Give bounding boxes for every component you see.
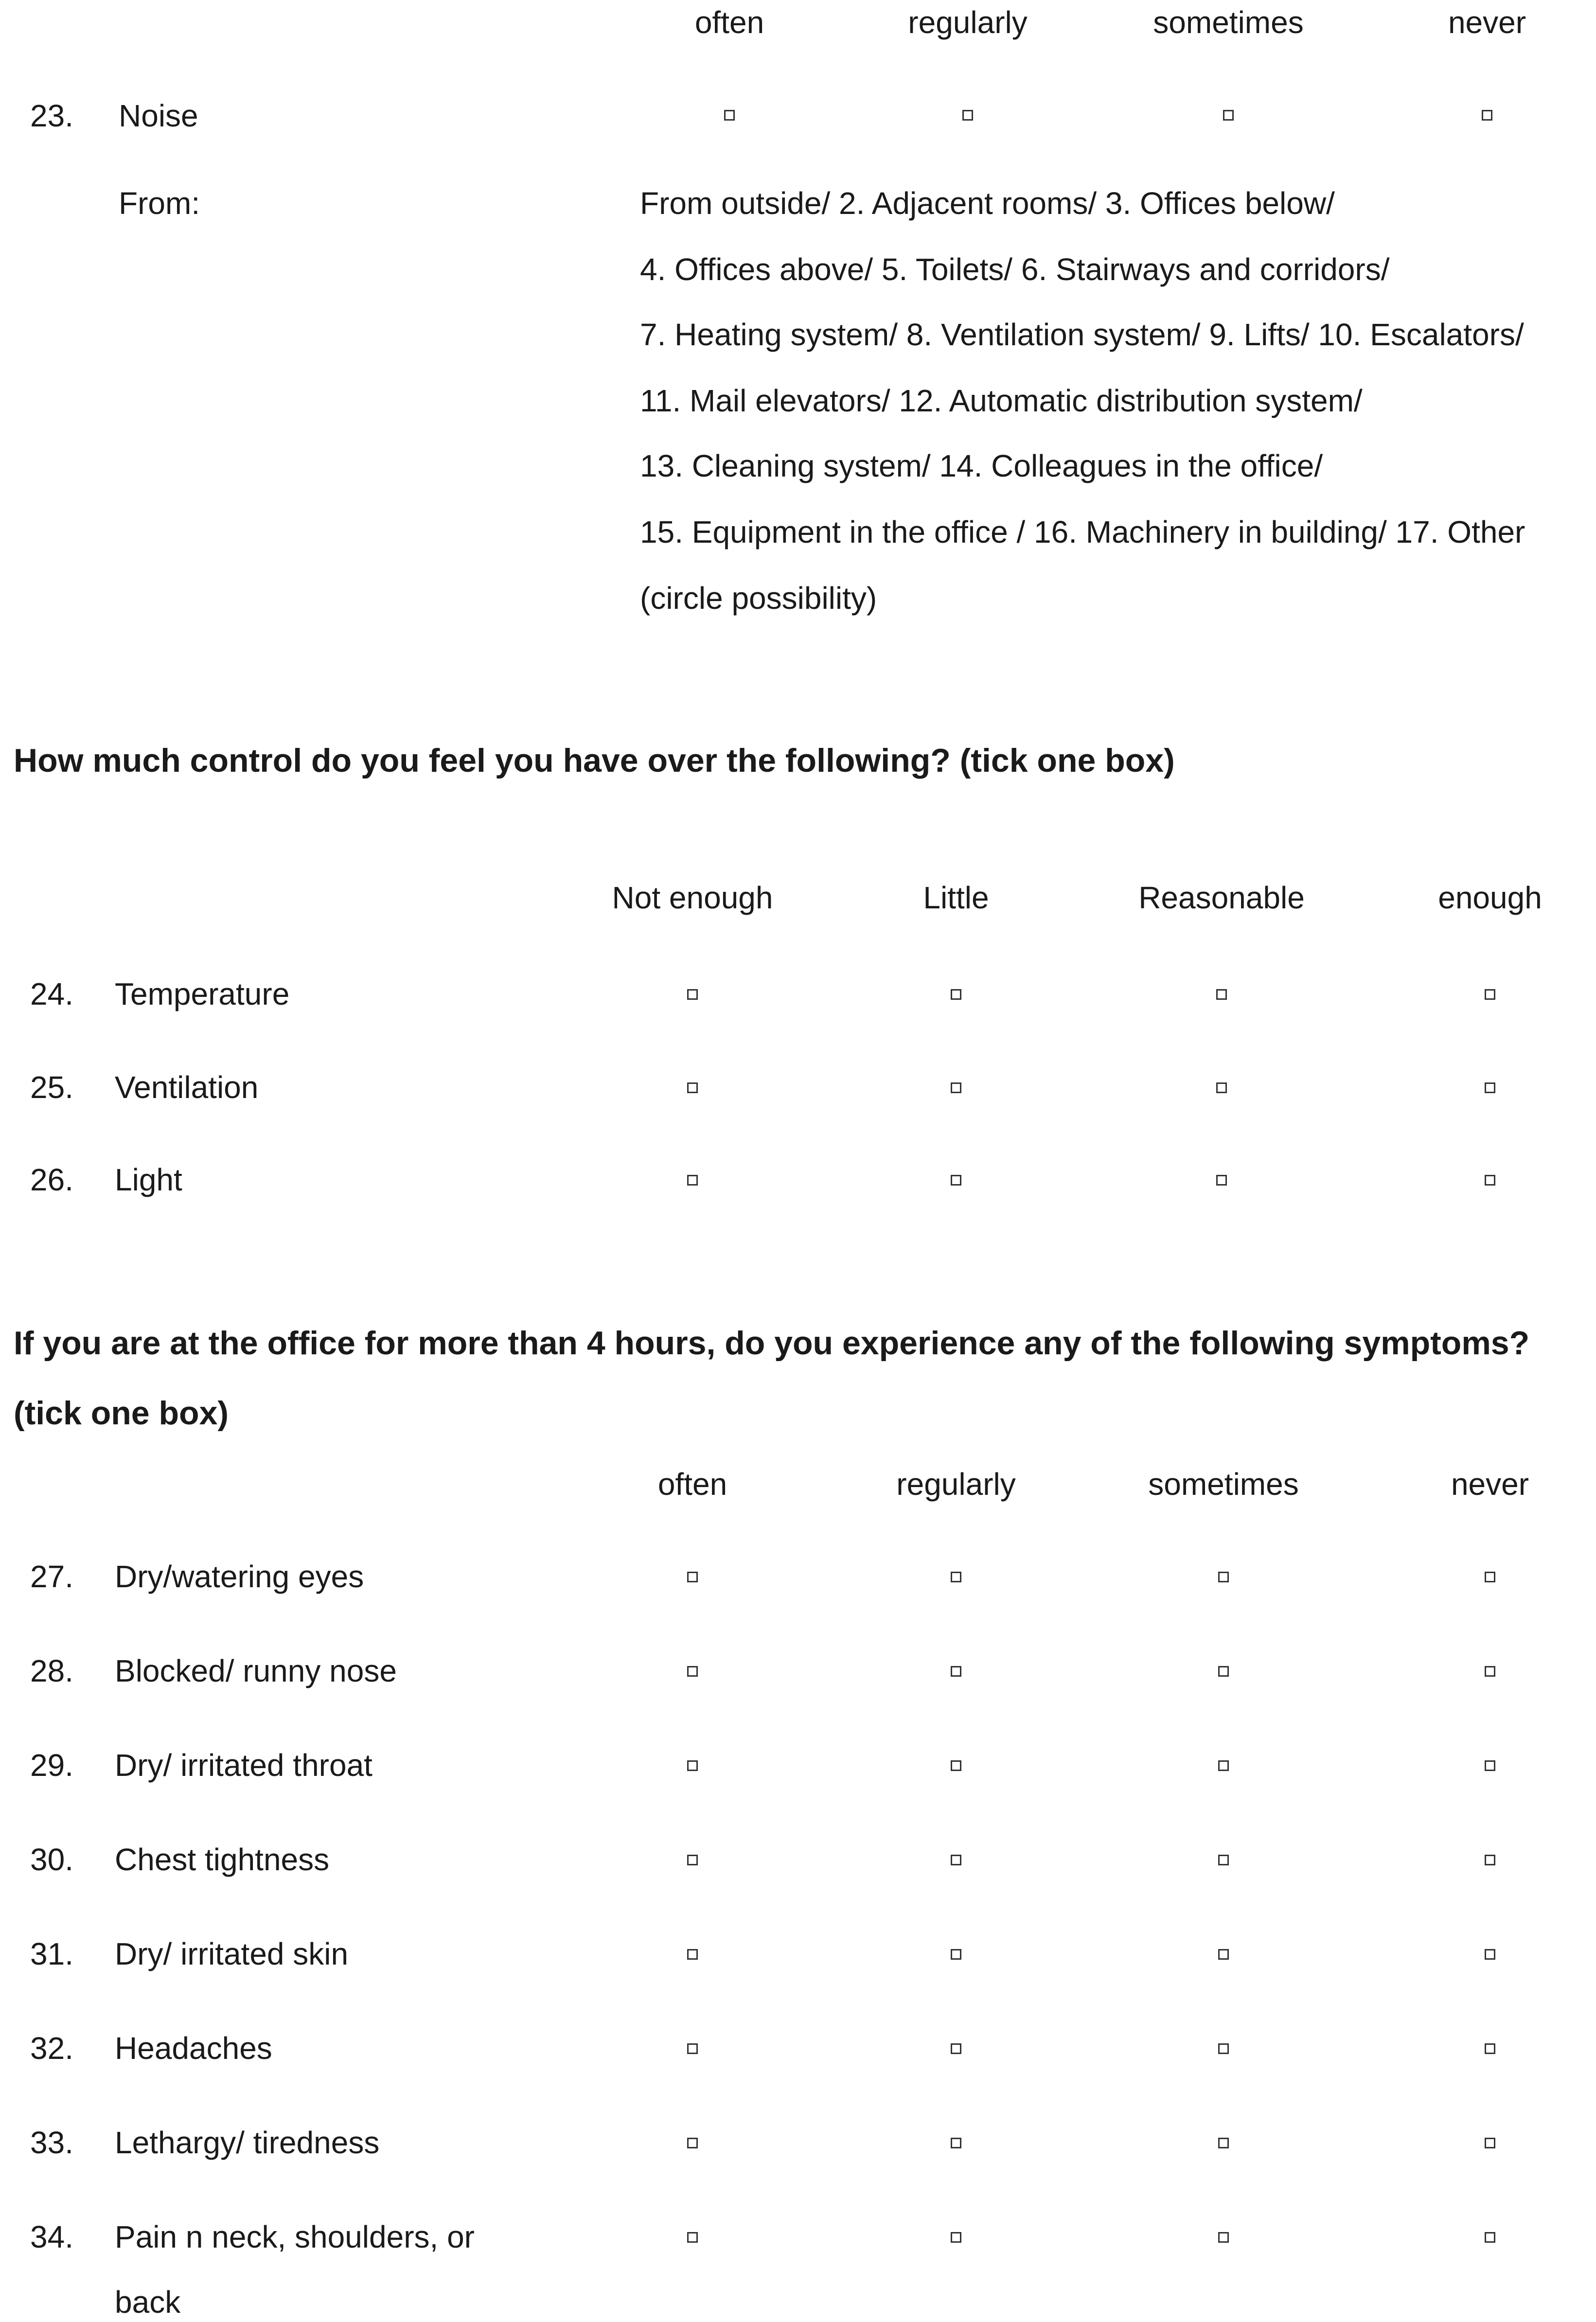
checkbox-sometimes[interactable] xyxy=(1218,2043,1229,2054)
checkbox-little[interactable] xyxy=(951,1082,961,1093)
checkbox-often[interactable] xyxy=(687,2232,698,2243)
question-number: 29. xyxy=(30,1748,73,1783)
checkbox-never[interactable] xyxy=(1485,2043,1495,2054)
section-heading: How much control do you feel you have over the following? (tick one box) xyxy=(14,742,1175,779)
checkbox-often[interactable] xyxy=(687,1760,698,1771)
checkbox-never[interactable] xyxy=(1485,1666,1495,1677)
checkbox-sometimes[interactable] xyxy=(1218,1572,1229,1582)
question-number: 27. xyxy=(30,1559,73,1594)
noise-source-line: (circle possibility) xyxy=(640,581,877,616)
question-label: Lethargy/ tiredness xyxy=(115,2125,380,2160)
question-label: Light xyxy=(115,1162,182,1197)
question-label: Ventilation xyxy=(115,1070,259,1105)
checkbox-sometimes[interactable] xyxy=(1218,2138,1229,2148)
checkbox-reasonable[interactable] xyxy=(1216,1175,1227,1186)
checkbox-sometimes[interactable] xyxy=(1218,1760,1229,1771)
checkbox-sometimes[interactable] xyxy=(1218,1666,1229,1677)
question-label: Temperature xyxy=(115,976,290,1011)
checkbox-never[interactable] xyxy=(1485,2138,1495,2148)
checkbox-not-enough[interactable] xyxy=(687,1082,698,1093)
checkbox-not-enough[interactable] xyxy=(687,1175,698,1186)
checkbox-never[interactable] xyxy=(1482,110,1492,121)
checkbox-often[interactable] xyxy=(687,2043,698,2054)
question-label: Dry/ irritated throat xyxy=(115,1748,372,1783)
noise-source-line: 15. Equipment in the office / 16. Machinery in building/ 17. Other xyxy=(640,514,1525,549)
noise-source-line: 4. Offices above/ 5. Toilets/ 6. Stairways and corridors/ xyxy=(640,252,1390,287)
question-number: 31. xyxy=(30,1936,73,1971)
checkbox-sometimes[interactable] xyxy=(1218,1855,1229,1865)
checkbox-often[interactable] xyxy=(687,2138,698,2148)
checkbox-little[interactable] xyxy=(951,989,961,1000)
noise-source-line: 13. Cleaning system/ 14. Colleagues in the office/ xyxy=(640,448,1323,483)
question-number: 26. xyxy=(30,1162,73,1197)
checkbox-never[interactable] xyxy=(1485,1572,1495,1582)
checkbox-regularly[interactable] xyxy=(962,110,973,121)
checkbox-often[interactable] xyxy=(724,110,735,121)
checkbox-enough[interactable] xyxy=(1485,1175,1495,1186)
column-header-often: often xyxy=(694,5,764,40)
question-number: 34. xyxy=(30,2219,73,2254)
checkbox-never[interactable] xyxy=(1485,1760,1495,1771)
column-header-regularly: regularly xyxy=(908,5,1028,40)
section-heading-instruction: (tick one box) xyxy=(14,1395,229,1432)
question-label: Dry/watering eyes xyxy=(115,1559,364,1594)
column-header-never: never xyxy=(1448,5,1526,40)
checkbox-never[interactable] xyxy=(1485,1949,1495,1960)
column-header-not-enough: Not enough xyxy=(612,880,773,915)
column-header-sometimes: sometimes xyxy=(1153,5,1304,40)
checkbox-regularly[interactable] xyxy=(951,2138,961,2148)
question-number: 32. xyxy=(30,2031,73,2066)
question-label: Noise xyxy=(119,98,198,133)
checkbox-not-enough[interactable] xyxy=(687,989,698,1000)
from-label: From: xyxy=(119,186,200,221)
checkbox-never[interactable] xyxy=(1485,2232,1495,2243)
checkbox-enough[interactable] xyxy=(1485,1082,1495,1093)
column-header-little: Little xyxy=(923,880,989,915)
checkbox-often[interactable] xyxy=(687,1666,698,1677)
column-header-enough: enough xyxy=(1438,880,1542,915)
column-header-sometimes: sometimes xyxy=(1148,1467,1299,1502)
question-label: Dry/ irritated skin xyxy=(115,1936,349,1971)
question-label: Pain n neck, shoulders, or xyxy=(115,2219,475,2254)
checkbox-sometimes[interactable] xyxy=(1223,110,1234,121)
column-header-never: never xyxy=(1451,1467,1529,1502)
question-number: 25. xyxy=(30,1070,73,1105)
question-label: Blocked/ runny nose xyxy=(115,1653,397,1688)
question-label: Headaches xyxy=(115,2031,272,2066)
checkbox-regularly[interactable] xyxy=(951,1949,961,1960)
checkbox-little[interactable] xyxy=(951,1175,961,1186)
question-number: 28. xyxy=(30,1653,73,1688)
checkbox-regularly[interactable] xyxy=(951,1572,961,1582)
column-header-often: often xyxy=(657,1467,727,1502)
checkbox-regularly[interactable] xyxy=(951,1760,961,1771)
checkbox-never[interactable] xyxy=(1485,1855,1495,1865)
checkbox-sometimes[interactable] xyxy=(1218,2232,1229,2243)
question-label: Chest tightness xyxy=(115,1842,330,1877)
checkbox-often[interactable] xyxy=(687,1572,698,1582)
checkbox-regularly[interactable] xyxy=(951,2232,961,2243)
checkbox-reasonable[interactable] xyxy=(1216,989,1227,1000)
column-header-regularly: regularly xyxy=(896,1467,1016,1502)
question-number: 30. xyxy=(30,1842,73,1877)
noise-source-line: From outside/ 2. Adjacent rooms/ 3. Offices below/ xyxy=(640,186,1335,221)
section-heading: If you are at the office for more than 4 hours, do you experience any of the following symptoms? xyxy=(14,1325,1530,1362)
noise-source-line: 7. Heating system/ 8. Ventilation system/ 9. Lifts/ 10. Escalators/ xyxy=(640,317,1524,352)
question-number: 24. xyxy=(30,976,73,1011)
checkbox-regularly[interactable] xyxy=(951,1855,961,1865)
column-header-reasonable: Reasonable xyxy=(1138,880,1305,915)
checkbox-reasonable[interactable] xyxy=(1216,1082,1227,1093)
question-number: 33. xyxy=(30,2125,73,2160)
checkbox-enough[interactable] xyxy=(1485,989,1495,1000)
checkbox-regularly[interactable] xyxy=(951,1666,961,1677)
noise-source-line: 11. Mail elevators/ 12. Automatic distribution system/ xyxy=(640,383,1363,418)
checkbox-sometimes[interactable] xyxy=(1218,1949,1229,1960)
question-label-continuation: back xyxy=(115,2285,181,2320)
question-number: 23. xyxy=(30,98,73,133)
checkbox-regularly[interactable] xyxy=(951,2043,961,2054)
checkbox-often[interactable] xyxy=(687,1949,698,1960)
checkbox-often[interactable] xyxy=(687,1855,698,1865)
